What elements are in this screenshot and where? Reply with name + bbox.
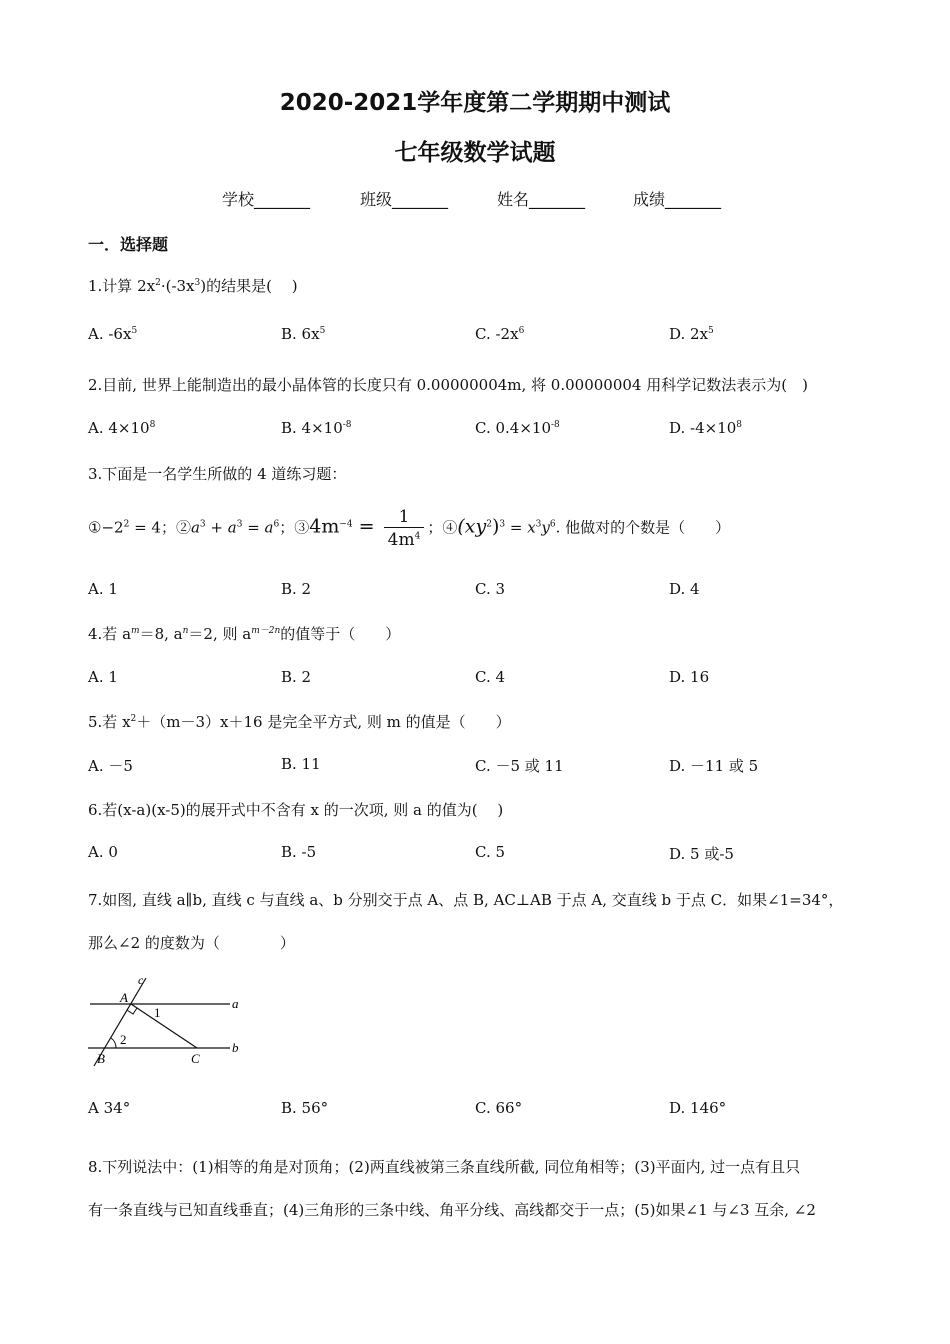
q1-prefix: 1.计算 2x — [88, 277, 156, 295]
question-7-line1: 7.如图, 直线 a∥b, 直线 c 与直线 a、b 分别交于点 A、点 B, AC⊥AB 于点 A, 交直线 b 于点 C．如果∠1=34°， — [88, 891, 844, 909]
q1-option-d: D. $2x^5$ — [669, 325, 714, 343]
q3-option-c: C. 3 — [475, 580, 506, 598]
label-b: b — [232, 1040, 239, 1055]
q2-option-c: C. $0.4\times 10^{-8}$ — [475, 419, 560, 437]
q6-option-c: C. 5 — [475, 843, 506, 861]
section-title: 一．选择题 — [88, 235, 169, 254]
question-8-line1: 8.下列说法中：(1)相等的角是对顶角；(2)两直线被第三条直线所截, 同位角相等；(3)平面内, 过一点有且只 — [88, 1158, 801, 1176]
class-field: 班级_______ — [360, 190, 449, 209]
question-8-line2: 有一条直线与已知直线垂直；(4)三角形的三条中线、角平分线、高线都交于一点；(5)如果∠1 与∠3 互余, ∠2 — [88, 1201, 816, 1219]
q6-option-a: A. 0 — [88, 843, 118, 861]
q6-option-b: B. -5 — [281, 843, 317, 861]
q7-option-d: D. 146° — [669, 1099, 727, 1117]
q7-option-c: C. 66° — [475, 1099, 523, 1117]
q2-option-d: D. $-4\times 10^8$ — [669, 419, 743, 437]
q4-option-d: D. 16 — [669, 668, 710, 686]
label-2: 2 — [120, 1032, 127, 1047]
label-A: A — [120, 990, 128, 1005]
q1-option-b: B. $6x^5$ — [281, 325, 326, 343]
label-c: c — [138, 973, 144, 987]
label-a: a — [232, 996, 239, 1011]
question-1 — [88, 275, 298, 296]
q3-option-a: A. 1 — [88, 580, 118, 598]
q7-option-a: A 34° — [88, 1099, 131, 1117]
q4-option-b: B. 2 — [281, 668, 312, 686]
q7-option-b: B. 56° — [281, 1099, 329, 1117]
q6-option-d: D. 5 或-5 — [669, 845, 734, 863]
q5-option-c: C. －5 或 11 — [475, 757, 564, 775]
q1-option-a: A. $-6x^5$ — [88, 325, 138, 343]
question-5: 5.若 $x^2+(m-3)x+16$ 是完全平方式, 则 m 的值是（ ） — [88, 713, 511, 731]
question-7-line2: 那么∠2 的度数为（ ） — [88, 934, 295, 952]
q1-suffix: )的结果是( ) — [200, 277, 298, 295]
q2-option-a: A. $4\times 10^8$ — [88, 419, 156, 437]
q3-option-d: D. 4 — [669, 580, 700, 598]
label-1: 1 — [154, 1005, 161, 1020]
q5-option-d: D. －11 或 5 — [669, 757, 759, 775]
q2-option-b: B. $4\times 10^{-8}$ — [281, 419, 352, 437]
school-field: 学校_______ — [222, 190, 311, 209]
q4-option-a: A. 1 — [88, 668, 118, 686]
question-3: 3.下面是一名学生所做的 4 道练习题： — [88, 465, 347, 483]
name-field: 姓名_______ — [497, 190, 586, 209]
q7-figure — [80, 970, 255, 1070]
q3-option-b: B. 2 — [281, 580, 312, 598]
exam-subtitle: 七年级数学试题 — [394, 140, 556, 166]
q1-option-c: C. $-2x^6$ — [475, 325, 525, 343]
q1-exp1: 2 — [155, 278, 161, 288]
q1-exp2: 3 — [194, 278, 201, 288]
q1-mid: ·(-3x — [160, 277, 195, 295]
question-6: 6.若(x-a)(x-5)的展开式中不含有 x 的一次项, 则 a 的值为( ) — [88, 801, 504, 819]
right-angle-mark — [127, 1008, 137, 1014]
exam-title: 2020-2021学年度第二学期期中测试 — [279, 90, 671, 116]
segment-ac — [131, 1004, 197, 1048]
q3-fraction: $\frac{1}{4m^4}$ — [384, 507, 425, 550]
label-B: B — [97, 1051, 105, 1066]
q3-exercises: $①-2^2 = 4$；$②a^3 + a^3 = a^6$；$③4m^{-4}$ = $\frac{1}{4m^4}$ ；$④(xy^2)^3 = x^3y^6$. 他做对的个数是（ ） — [88, 507, 731, 550]
q5-option-b: B. 11 — [281, 755, 321, 773]
q5-option-a: A. －5 — [88, 757, 133, 775]
angle-2-arc — [111, 1038, 116, 1048]
question-4: 4.若 $a^m=8$, $a^n=2$, 则 $a^{m-2n}$的值等于（ ） — [88, 625, 401, 643]
q4-option-c: C. 4 — [475, 668, 506, 686]
question-2: 2.目前, 世界上能制造出的最小晶体管的长度只有 0.00000004m, 将 0.00000004 用科学记数法表示为( ) — [88, 376, 808, 394]
label-C: C — [191, 1051, 200, 1066]
score-field: 成绩_______ — [633, 190, 722, 209]
